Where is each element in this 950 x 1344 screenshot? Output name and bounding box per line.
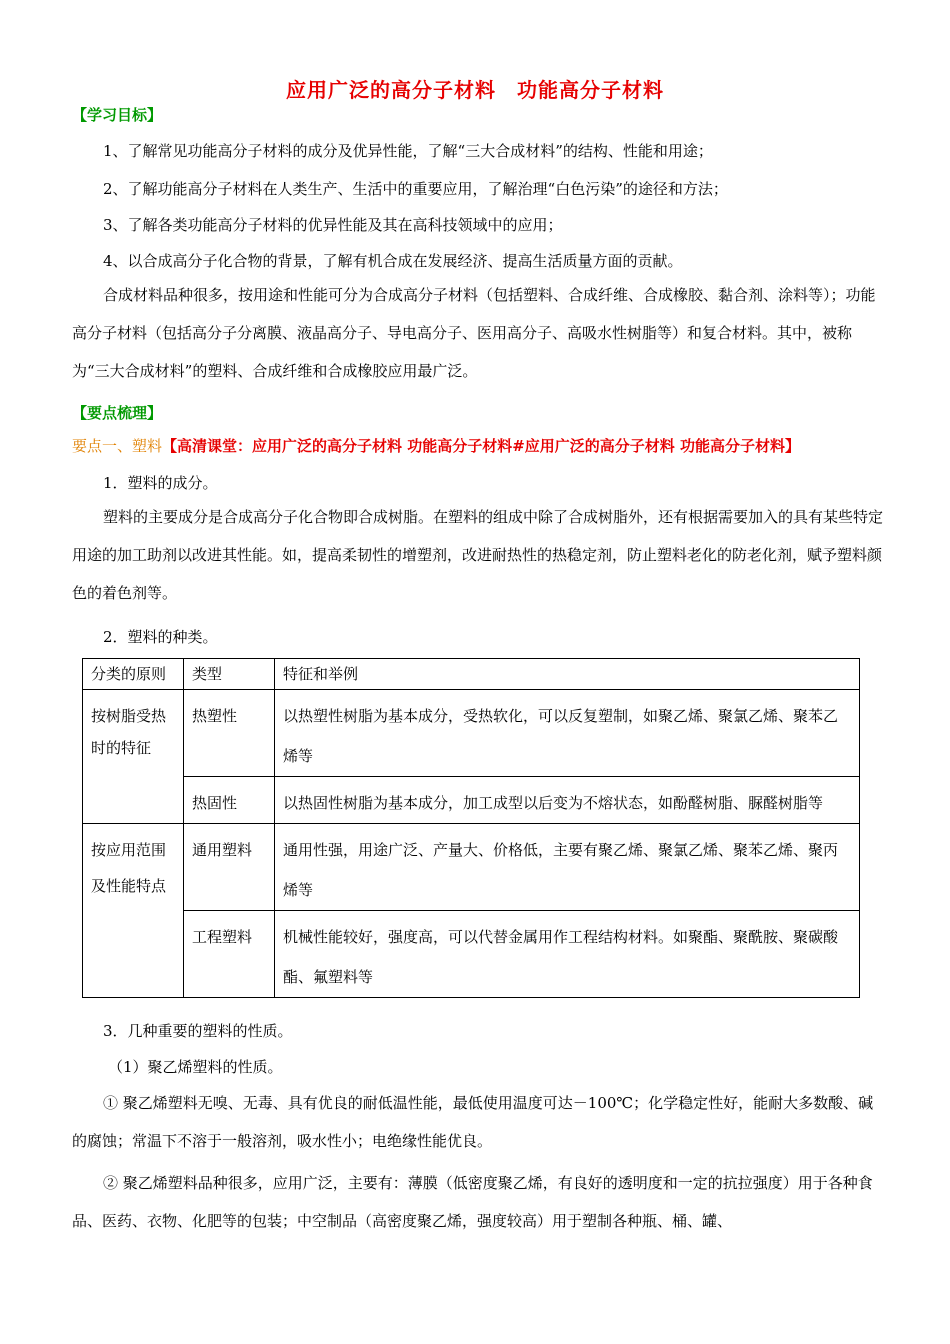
intro-paragraph: 合成材料品种很多，按用途和性能可分为合成高分子材料（包括塑料、合成纤维、合成橡胶、黏合剂、涂料等）；功能高分子材料（包括高分子分离膜、液晶高分子、导电高分子、医用高分子、高吸水性树脂等）和复合材料。其中，被称为“三大合成材料”的塑料、合成纤维和合成橡胶应用最广泛。 bbox=[72, 286, 876, 380]
table-cell-type: 通用塑料 bbox=[184, 824, 275, 911]
table-cell-type: 热塑性 bbox=[184, 690, 275, 777]
table-header-principle: 分类的原则 bbox=[83, 659, 184, 690]
table-cell-principle: 按树脂受热时的特征 bbox=[83, 690, 184, 824]
table-cell-principle: 按应用范围及性能特点 bbox=[83, 824, 184, 998]
table-row bbox=[83, 911, 860, 998]
table-row bbox=[83, 690, 860, 777]
section1-title: 1．塑料的成分。 bbox=[103, 474, 218, 492]
table-cell-desc: 通用性强，用途广泛、产量大、价格低，主要有聚乙烯、聚氯乙烯、聚苯乙烯、聚丙烯等 bbox=[275, 824, 860, 911]
table-row bbox=[83, 824, 860, 911]
keypoint-line bbox=[72, 435, 800, 456]
table-cell-type: 工程塑料 bbox=[184, 911, 275, 998]
keypoint-link[interactable]: 【高清课堂：应用广泛的高分子材料 功能高分子材料#应用广泛的高分子材料 功能高分子材料】 bbox=[162, 437, 801, 455]
section1-body: 塑料的主要成分是合成高分子化合物即合成树脂。在塑料的组成中除了合成树脂外，还有根据需要加入的具有某些特定用途的加工助剂以改进其性能。如，提高柔韧性的增塑剂，改进耐热性的热稳定剂，防止塑料老化的防老化剂，赋予塑料颜色的着色剂等。 bbox=[72, 508, 884, 602]
objective-1: 1、了解常见功能高分子材料的成分及优异性能，了解“三大合成材料”的结构、性能和用途； bbox=[103, 142, 713, 160]
objective-4: 4、以合成高分子化合物的背景，了解有机合成在发展经济、提高生活质量方面的贡献。 bbox=[103, 252, 683, 270]
section3-sub1: （1）聚乙烯塑料的性质。 bbox=[108, 1058, 283, 1076]
table-cell-desc: 以热塑性树脂为基本成分，受热软化，可以反复塑制，如聚乙烯、聚氯乙烯、聚苯乙烯等 bbox=[275, 690, 860, 777]
table-header-type: 类型 bbox=[184, 659, 275, 690]
table-row bbox=[83, 777, 860, 824]
table-header-row bbox=[83, 659, 860, 690]
table-header-desc: 特征和举例 bbox=[275, 659, 860, 690]
table-cell-type: 热固性 bbox=[184, 777, 275, 824]
keypoint-prefix: 要点一、塑料 bbox=[72, 437, 163, 455]
plastic-types-table bbox=[82, 658, 860, 998]
section2-title: 2．塑料的种类。 bbox=[103, 628, 218, 646]
objective-3: 3、了解各类功能高分子材料的优异性能及其在高科技领域中的应用； bbox=[103, 216, 563, 234]
heading-objectives: 【学习目标】 bbox=[72, 106, 163, 124]
section3-title: 3．几种重要的塑料的性质。 bbox=[103, 1022, 293, 1040]
table-cell-desc: 机械性能较好，强度高，可以代替金属用作工程结构材料。如聚酯、聚酰胺、聚碳酸酯、氟塑料等 bbox=[275, 911, 860, 998]
section3-item1: ① 聚乙烯塑料无嗅、无毒、具有优良的耐低温性能，最低使用温度可达－100℃；化学稳定性好，能耐大多数酸、碱的腐蚀；常温下不溶于一般溶剂，吸水性小；电绝缘性能优良。 bbox=[72, 1094, 874, 1150]
table-cell-desc: 以热固性树脂为基本成分，加工成型以后变为不熔状态，如酚醛树脂、脲醛树脂等 bbox=[275, 777, 860, 824]
heading-key-points: 【要点梳理】 bbox=[72, 404, 163, 422]
page-title: 应用广泛的高分子材料 功能高分子材料 bbox=[286, 78, 664, 102]
objective-2: 2、了解功能高分子材料在人类生产、生活中的重要应用，了解治理“白色污染”的途径和方法； bbox=[103, 180, 728, 198]
section3-item2: ② 聚乙烯塑料品种很多，应用广泛，主要有：薄膜（低密度聚乙烯，有良好的透明度和一定的抗拉强度）用于各种食品、医药、衣物、化肥等的包装；中空制品（高密度聚乙烯，强度较高）用于塑制各种瓶、桶、罐、 bbox=[72, 1174, 873, 1230]
